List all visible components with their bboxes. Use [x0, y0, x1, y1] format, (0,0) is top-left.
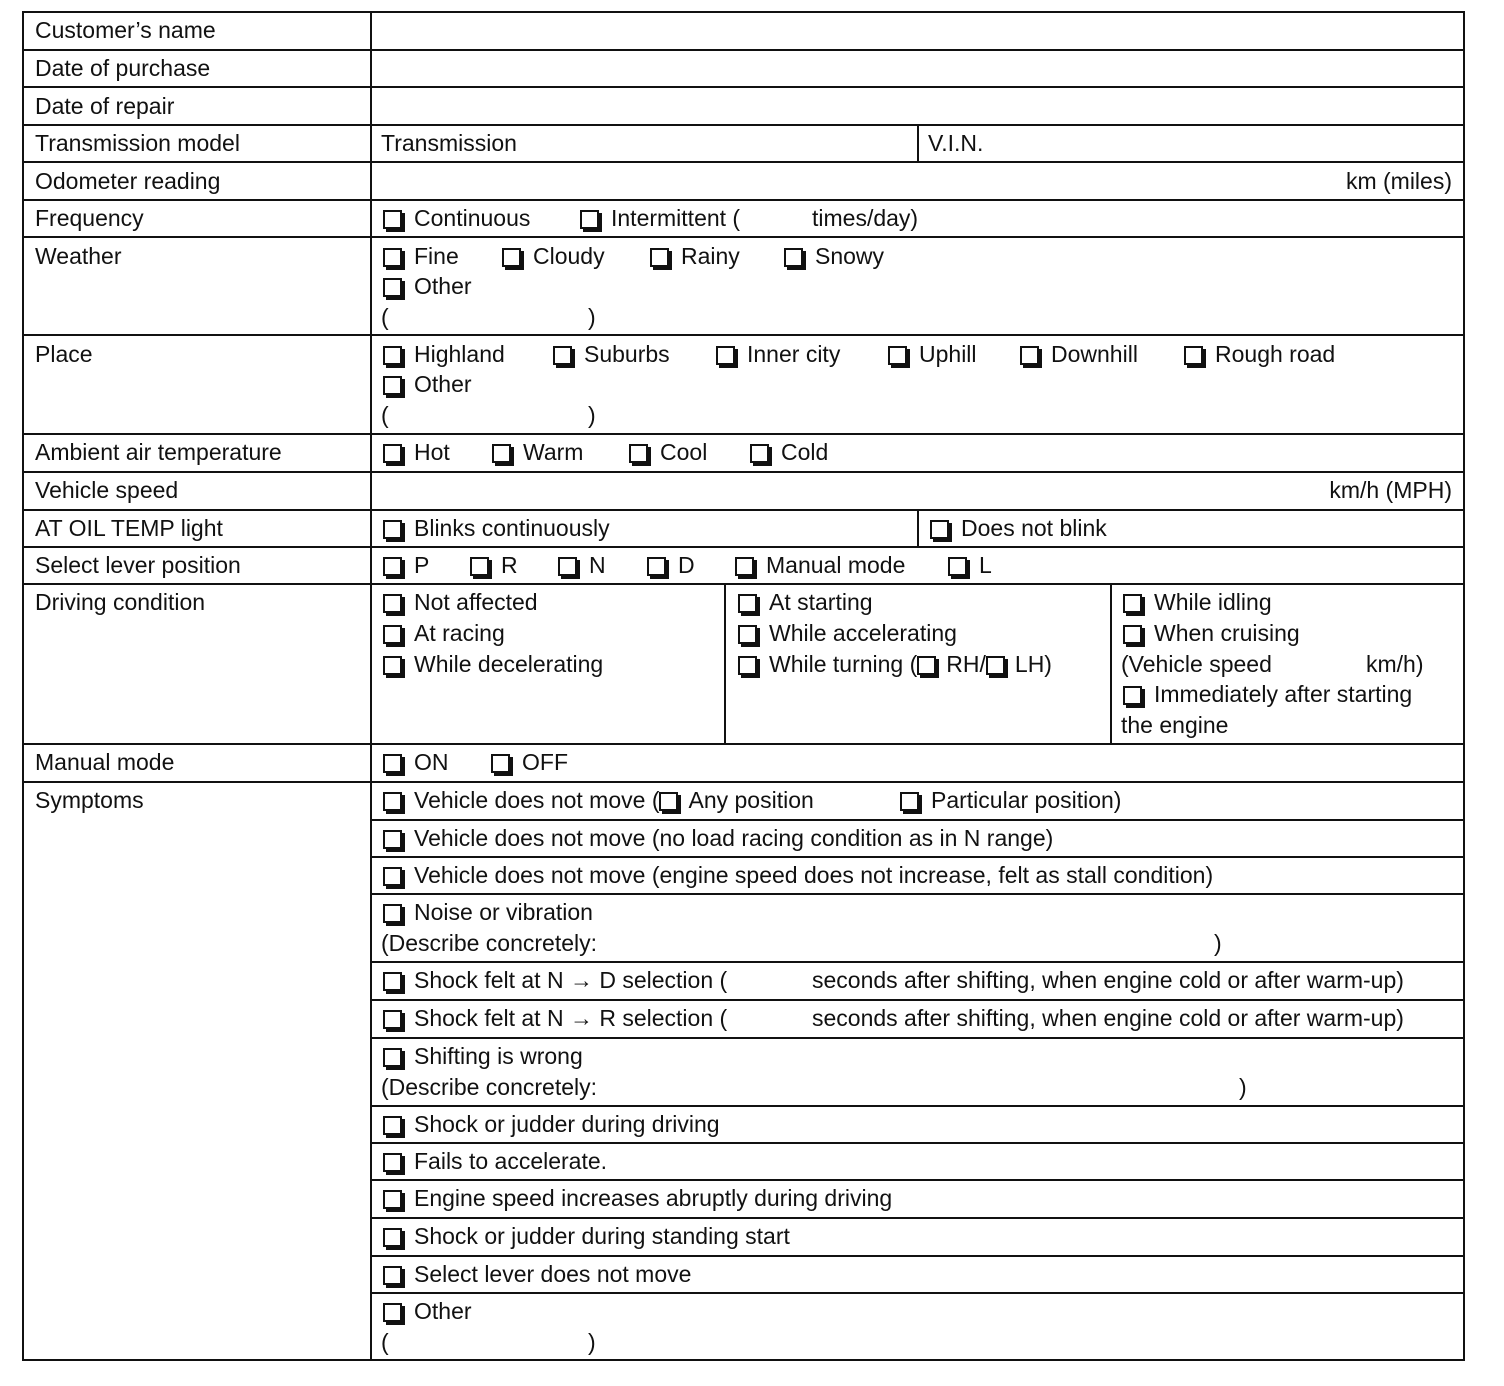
symptom-shifting-describe: (Describe concretely:: [381, 1074, 598, 1100]
symptom-fails-accelerate[interactable]: Fails to accelerate.: [383, 1147, 607, 1175]
checkbox[interactable]: [383, 830, 402, 849]
symptom-shock-nd[interactable]: Shock felt at N → D selection (: [383, 966, 727, 994]
drive-not-affected[interactable]: Not affected: [383, 588, 538, 616]
label-date-repair: Date of repair: [35, 93, 175, 119]
checkbox[interactable]: [1123, 594, 1142, 613]
place-downhill[interactable]: Downhill: [1020, 340, 1138, 368]
label-manual-mode: Manual mode: [35, 749, 175, 775]
place-other-open: (: [381, 402, 389, 428]
checkbox[interactable]: [738, 594, 757, 613]
checkbox[interactable]: [383, 444, 402, 463]
symptom-engine-speed[interactable]: Engine speed increases abruptly during driving: [383, 1184, 892, 1212]
place-highland[interactable]: Highland: [383, 340, 505, 368]
speed-unit: km/h (MPH): [1329, 477, 1452, 503]
symptom-judder-driving[interactable]: Shock or judder during driving: [383, 1110, 720, 1138]
checkbox[interactable]: [383, 278, 402, 297]
temp-cold[interactable]: Cold: [750, 438, 828, 466]
weather-snowy[interactable]: Snowy: [784, 242, 884, 270]
label-symptoms: Symptoms: [35, 787, 144, 813]
checkbox[interactable]: [558, 557, 577, 576]
symptom-no-load-racing[interactable]: Vehicle does not move (no load racing condition as in N range): [383, 824, 1053, 852]
checkbox[interactable]: [383, 248, 402, 267]
checkbox[interactable]: [716, 346, 735, 365]
checkbox[interactable]: [1184, 346, 1203, 365]
drive-while-decel[interactable]: While decelerating: [383, 650, 603, 678]
vin-field: V.I.N.: [928, 130, 984, 156]
checkbox[interactable]: [491, 754, 510, 773]
lever-l[interactable]: L: [948, 551, 992, 579]
drive-vehicle-speed: (Vehicle speed: [1121, 651, 1272, 677]
drive-the-engine: the engine: [1121, 712, 1229, 738]
checkbox[interactable]: [383, 1190, 402, 1209]
weather-other-open: (: [381, 304, 389, 330]
checkbox[interactable]: [383, 1153, 402, 1172]
checkbox[interactable]: [888, 346, 907, 365]
checkbox[interactable]: [383, 1266, 402, 1285]
lever-d[interactable]: D: [647, 551, 695, 579]
label-place: Place: [35, 341, 93, 367]
checkbox[interactable]: [553, 346, 572, 365]
label-odometer: Odometer reading: [35, 168, 221, 194]
checkbox[interactable]: [492, 444, 511, 463]
checkbox[interactable]: [470, 557, 489, 576]
drive-when-cruising[interactable]: When cruising: [1123, 619, 1300, 647]
place-inner-city[interactable]: Inner city: [716, 340, 840, 368]
label-customer-name: Customer’s name: [35, 17, 216, 43]
place-rough-road[interactable]: Rough road: [1184, 340, 1335, 368]
label-ambient-temp: Ambient air temperature: [35, 439, 282, 465]
checkbox[interactable]: [383, 1116, 402, 1135]
drive-while-turning[interactable]: While turning ( RH/ LH): [738, 650, 1052, 678]
checkbox[interactable]: [930, 520, 949, 539]
symptom-shifting-close: ): [1239, 1074, 1247, 1100]
checkbox[interactable]: [383, 656, 402, 675]
checkbox[interactable]: [383, 792, 402, 811]
symptom-shock-nd-tail: seconds after shifting, when engine cold or after warm-up): [812, 967, 1404, 993]
freq-intermittent[interactable]: Intermittent (: [580, 204, 740, 232]
place-suburbs[interactable]: Suburbs: [553, 340, 670, 368]
weather-fine[interactable]: Fine: [383, 242, 459, 270]
temp-hot[interactable]: Hot: [383, 438, 450, 466]
symptom-shock-nr[interactable]: Shock felt at N → R selection (: [383, 1004, 727, 1032]
drive-vehicle-speed-unit: km/h): [1366, 651, 1424, 677]
checkbox[interactable]: [917, 656, 936, 675]
lever-r[interactable]: R: [470, 551, 518, 579]
checkbox[interactable]: [383, 1228, 402, 1247]
checkbox[interactable]: [383, 1303, 402, 1322]
checkbox[interactable]: [659, 792, 678, 811]
symptom-other[interactable]: Other: [383, 1297, 472, 1325]
checkbox[interactable]: [647, 557, 666, 576]
checkbox[interactable]: [629, 444, 648, 463]
drive-at-starting[interactable]: At starting: [738, 588, 873, 616]
weather-other[interactable]: Other: [383, 272, 472, 300]
checkbox[interactable]: [948, 557, 967, 576]
symptom-judder-standing[interactable]: Shock or judder during standing start: [383, 1222, 790, 1250]
checkbox[interactable]: [383, 1048, 402, 1067]
checkbox[interactable]: [383, 346, 402, 365]
weather-rainy[interactable]: Rainy: [650, 242, 740, 270]
checkbox[interactable]: [502, 248, 521, 267]
checkbox[interactable]: [383, 972, 402, 991]
checkbox[interactable]: [1020, 346, 1039, 365]
checkbox[interactable]: [900, 792, 919, 811]
symptom-shock-nr-tail: seconds after shifting, when engine cold or after warm-up): [812, 1005, 1404, 1031]
symptom-shifting-wrong[interactable]: Shifting is wrong: [383, 1042, 583, 1070]
weather-cloudy[interactable]: Cloudy: [502, 242, 605, 270]
label-transmission-model: Transmission model: [35, 130, 240, 156]
checkbox[interactable]: [738, 625, 757, 644]
drive-while-idling[interactable]: While idling: [1123, 588, 1272, 616]
label-weather: Weather: [35, 243, 122, 269]
checkbox[interactable]: [383, 520, 402, 539]
symptom-lever-stuck[interactable]: Select lever does not move: [383, 1260, 691, 1288]
odometer-unit: km (miles): [1345, 168, 1452, 194]
freq-times-day: times/day): [812, 205, 919, 231]
checkbox[interactable]: [383, 557, 402, 576]
checkbox[interactable]: [383, 1010, 402, 1029]
lever-p[interactable]: P: [383, 551, 429, 579]
symptom-no-move[interactable]: Vehicle does not move ( Any position: [383, 786, 814, 814]
checkbox[interactable]: [383, 754, 402, 773]
checkbox[interactable]: [1123, 686, 1142, 705]
label-driving-condition: Driving condition: [35, 589, 206, 615]
lever-n[interactable]: N: [558, 551, 606, 579]
symptom-other-open: (: [381, 1329, 389, 1355]
symptom-particular-position[interactable]: Particular position): [900, 786, 1121, 814]
checkbox[interactable]: [1123, 625, 1142, 644]
checkbox[interactable]: [383, 210, 402, 229]
checkbox[interactable]: [580, 210, 599, 229]
symptom-other-close: ): [588, 1329, 596, 1355]
symptom-noise-close: ): [1214, 930, 1222, 956]
drive-immediately[interactable]: Immediately after starting: [1123, 680, 1412, 708]
checkbox[interactable]: [383, 376, 402, 395]
checkbox[interactable]: [750, 444, 769, 463]
label-date-purchase: Date of purchase: [35, 55, 211, 81]
place-uphill[interactable]: Uphill: [888, 340, 977, 368]
symptom-stall[interactable]: Vehicle does not move (engine speed does not increase, felt as stall condition): [383, 861, 1213, 889]
manual-on[interactable]: ON: [383, 748, 449, 776]
checkbox[interactable]: [735, 557, 754, 576]
checkbox[interactable]: [383, 904, 402, 923]
place-other-close: ): [588, 402, 596, 428]
checkbox[interactable]: [383, 867, 402, 886]
temp-cool[interactable]: Cool: [629, 438, 707, 466]
label-vehicle-speed: Vehicle speed: [35, 477, 179, 503]
symptom-noise[interactable]: Noise or vibration: [383, 898, 593, 926]
checkbox[interactable]: [784, 248, 803, 267]
lever-manual[interactable]: Manual mode: [735, 551, 905, 579]
transmission-field: Transmission: [381, 130, 517, 156]
checkbox[interactable]: [738, 656, 757, 675]
oil-no-blink[interactable]: Does not blink: [930, 514, 1107, 542]
checkbox[interactable]: [383, 625, 402, 644]
drive-while-accel[interactable]: While accelerating: [738, 619, 957, 647]
drive-at-racing[interactable]: At racing: [383, 619, 505, 647]
symptom-noise-describe: (Describe concretely:: [381, 930, 598, 956]
oil-blinks[interactable]: Blinks continuously: [383, 514, 610, 542]
manual-off[interactable]: OFF: [491, 748, 568, 776]
checkbox[interactable]: [383, 594, 402, 613]
temp-warm[interactable]: Warm: [492, 438, 583, 466]
checkbox[interactable]: [650, 248, 669, 267]
checkbox[interactable]: [986, 656, 1005, 675]
place-other[interactable]: Other: [383, 370, 472, 398]
label-frequency: Frequency: [35, 205, 144, 231]
weather-other-close: ): [588, 304, 596, 330]
freq-continuous[interactable]: Continuous: [383, 204, 530, 232]
label-at-oil-temp: AT OIL TEMP light: [35, 515, 223, 541]
label-select-lever: Select lever position: [35, 552, 241, 578]
